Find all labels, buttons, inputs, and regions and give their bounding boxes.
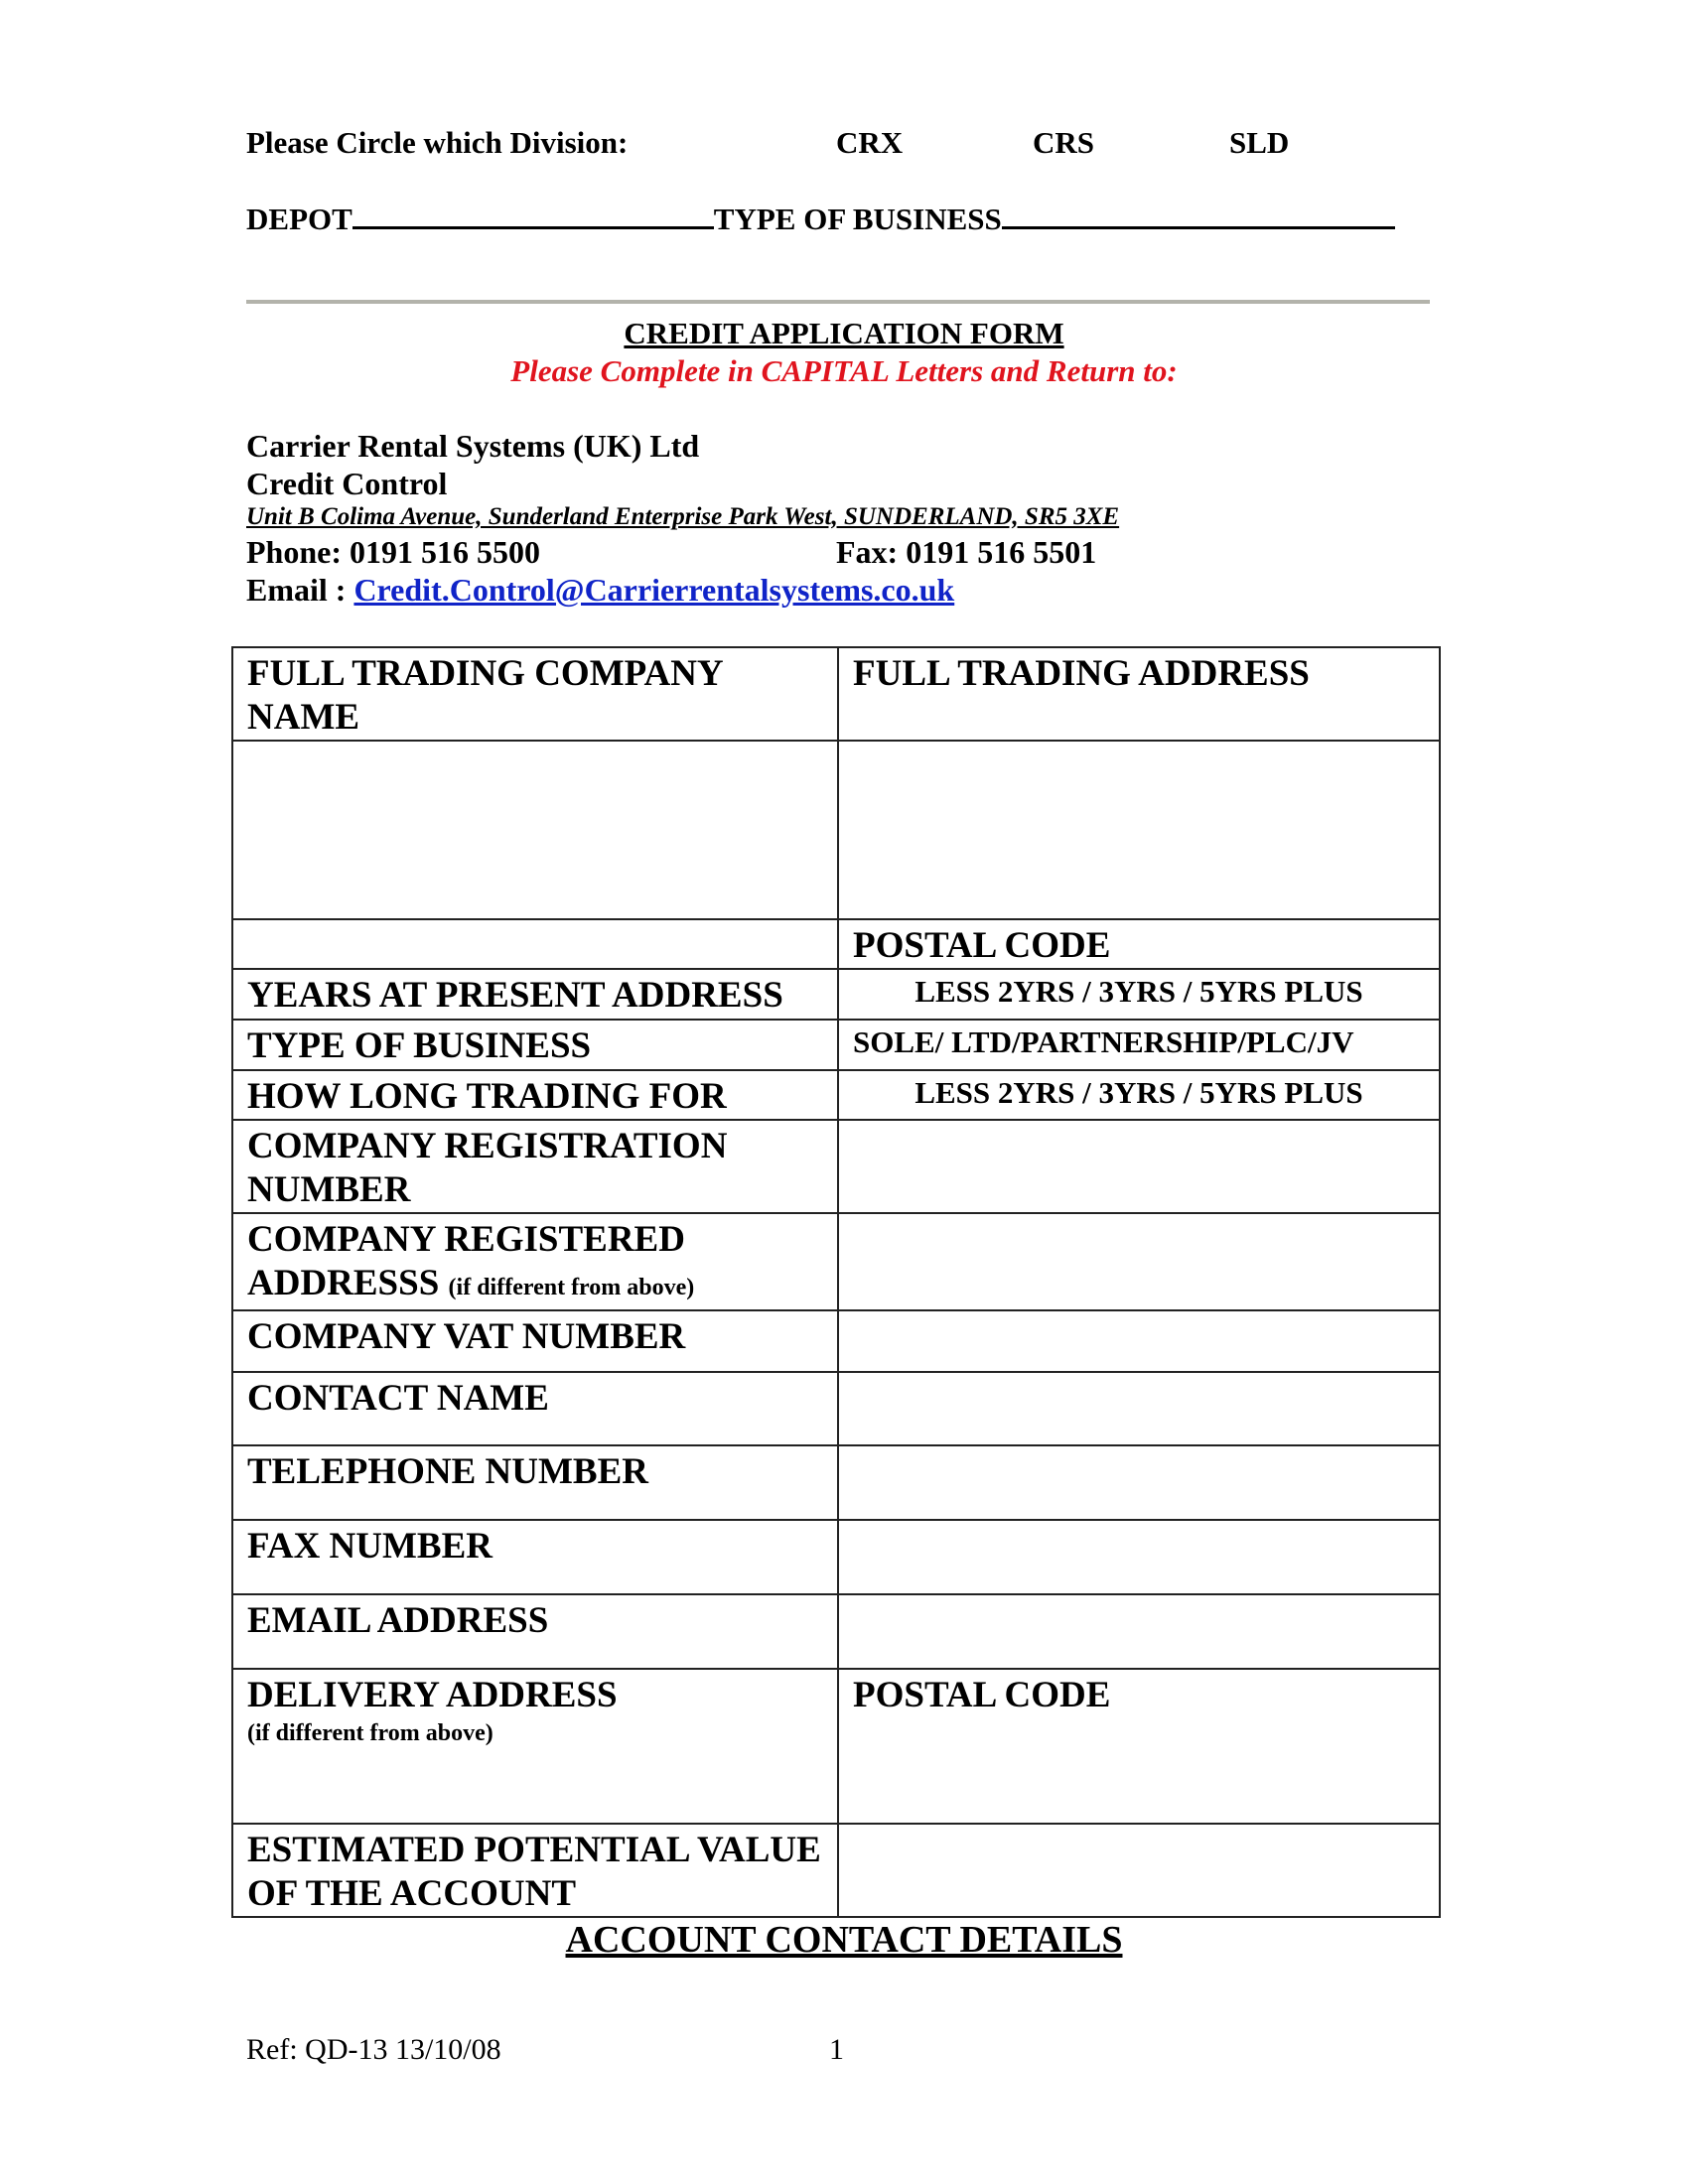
table-row (232, 1520, 1440, 1594)
table-row (232, 1070, 1440, 1120)
registered-address-label-text: COMPANY REGISTERED ADDRESSS (247, 1219, 685, 1303)
type-of-business-field[interactable] (1002, 225, 1395, 229)
form-subtitle: Please Complete in CAPITAL Letters and Return to: (510, 353, 1178, 388)
telephone-number-label: TELEPHONE NUMBER (232, 1445, 838, 1520)
company-registration-number-label: COMPANY REGISTRATION NUMBER (232, 1120, 838, 1213)
contact-name-label: CONTACT NAME (232, 1372, 838, 1445)
table-row (232, 1669, 1440, 1824)
delivery-postal-code-label[interactable]: POSTAL CODE (838, 1669, 1440, 1824)
how-long-trading-label: HOW LONG TRADING FOR (232, 1070, 838, 1120)
table-row (232, 1594, 1440, 1669)
depot-line (246, 202, 1395, 237)
company-vat-number-label: COMPANY VAT NUMBER (232, 1310, 838, 1372)
division-label: Please Circle which Division: (246, 125, 629, 160)
table-row (232, 741, 1440, 919)
type-of-business-row-label: TYPE OF BUSINESS (232, 1020, 838, 1070)
years-at-present-address-label: YEARS AT PRESENT ADDRESS (232, 969, 838, 1020)
type-of-business-options[interactable]: SOLE/ LTD/PARTNERSHIP/PLC/JV (838, 1020, 1440, 1070)
table-row (232, 969, 1440, 1020)
delivery-address-label-text: DELIVERY ADDRESS (247, 1675, 618, 1715)
page-number: 1 (829, 2033, 844, 2066)
fax-number-input[interactable] (838, 1520, 1440, 1594)
estimated-potential-value-input[interactable] (838, 1824, 1440, 1917)
company-name-input[interactable] (232, 741, 838, 919)
table-row (232, 1824, 1440, 1917)
footer-ref: Ref: QD-13 13/10/08 (246, 2033, 501, 2066)
company-vat-number-input[interactable] (838, 1310, 1440, 1372)
return-company: Carrier Rental Systems (UK) Ltd (246, 428, 700, 464)
form-title-text: CREDIT APPLICATION FORM (624, 316, 1064, 350)
full-trading-company-name-label: FULL TRADING COMPANY NAME (232, 647, 838, 741)
table-row (232, 1213, 1440, 1310)
table-row (232, 919, 1440, 969)
table-row (232, 1310, 1440, 1372)
table-row (232, 1445, 1440, 1520)
credit-application-table (231, 646, 1441, 1918)
form-title (0, 316, 1688, 351)
delivery-address-note: (if different from above) (247, 1720, 493, 1746)
company-registered-address-label (232, 1213, 838, 1310)
telephone-number-input[interactable] (838, 1445, 1440, 1520)
registered-address-note: (if different from above) (448, 1275, 695, 1300)
contact-name-input[interactable] (838, 1372, 1440, 1445)
fax-number-label: FAX NUMBER (232, 1520, 838, 1594)
full-trading-address-label: FULL TRADING ADDRESS (838, 647, 1440, 741)
email-address-input[interactable] (838, 1594, 1440, 1669)
delivery-address-label (232, 1669, 838, 1824)
email-label: Email : (246, 572, 354, 608)
depot-label: DEPOT (246, 202, 352, 236)
table-row (232, 1120, 1440, 1213)
email-address-label: EMAIL ADDRESS (232, 1594, 838, 1669)
company-registered-address-input[interactable] (838, 1213, 1440, 1310)
division-option-crs[interactable]: CRS (1033, 125, 1095, 160)
division-option-crx[interactable]: CRX (836, 125, 904, 160)
how-long-trading-options[interactable]: LESS 2YRS / 3YRS / 5YRS PLUS (838, 1070, 1440, 1120)
return-fax: Fax: 0191 516 5501 (836, 534, 1097, 570)
table-row (232, 1020, 1440, 1070)
division-option-sld[interactable]: SLD (1229, 125, 1290, 160)
return-phone: Phone: 0191 516 5500 (246, 534, 540, 570)
company-name-input-extra[interactable] (232, 919, 838, 969)
years-at-present-address-options[interactable]: LESS 2YRS / 3YRS / 5YRS PLUS (838, 969, 1440, 1020)
depot-field[interactable] (352, 225, 714, 229)
divider-rule (246, 300, 1430, 304)
return-email-line (246, 572, 954, 609)
table-row (232, 647, 1440, 741)
table-row (232, 1372, 1440, 1445)
postal-code-label[interactable]: POSTAL CODE (838, 919, 1440, 969)
estimated-potential-value-label: ESTIMATED POTENTIAL VALUE OF THE ACCOUNT (232, 1824, 838, 1917)
company-registration-number-input[interactable] (838, 1120, 1440, 1213)
account-contact-details-heading (0, 1918, 1688, 1962)
trading-address-input[interactable] (838, 741, 1440, 919)
type-of-business-label: TYPE OF BUSINESS (713, 202, 1002, 236)
email-link[interactable]: Credit.Control@Carrierrentalsystems.co.uk (353, 572, 955, 608)
account-contact-details-text: ACCOUNT CONTACT DETAILS (565, 1919, 1123, 1961)
return-department: Credit Control (246, 466, 448, 501)
return-street: Unit B Colima Avenue, Sunderland Enterprise Park West, SUNDERLAND, SR5 3XE (246, 503, 1120, 530)
